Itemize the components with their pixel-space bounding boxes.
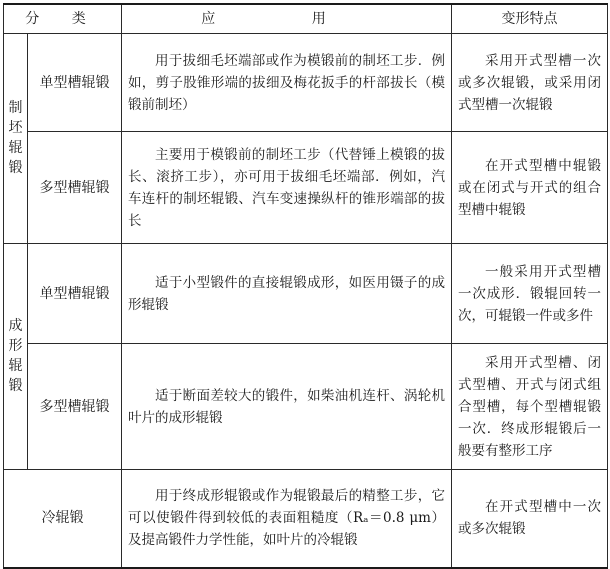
type-cell: 多型槽辊锻	[28, 344, 122, 470]
application-cell: 用于拔细毛坯端部或作为模锻前的制坯工步．例如，剪子股锥形端的拔细及梅花扳手的杆部拔长（模锻前制坯）	[122, 34, 452, 132]
header-category: 分 类	[4, 4, 122, 34]
features-cell: 采用开式型槽、闭式型槽、开式与闭式组合型槽，每个型槽辊锻一次．终成形辊锻后一般要有整形工序	[452, 344, 608, 470]
type-cell: 单型槽辊锻	[28, 34, 122, 132]
features-cell: 在开式型槽中一次或多次辊锻	[452, 470, 608, 568]
type-cell: 多型槽辊锻	[28, 132, 122, 244]
features-cell: 一般采用开式型槽一次成形．锻辊回转一次，可辊锻一件或多件	[452, 244, 608, 344]
application-cell: 适于小型锻件的直接辊锻成形，如医用镊子的成形辊锻	[122, 244, 452, 344]
table-row	[4, 344, 608, 470]
table-row	[4, 34, 608, 132]
table-row	[4, 244, 608, 344]
application-cell: 主要用于模锻前的制坯工步（代替锤上模锻的拔长、滚挤工步），亦可用于拔细毛坯端部．例如，汽车连杆的制坯辊锻、汽车变速操纵杆的锥形端部的拔长	[122, 132, 452, 244]
roll-forging-table	[3, 3, 608, 569]
header-features: 变形特点	[452, 4, 608, 34]
header-row	[4, 4, 608, 34]
application-cell: 用于终成形辊锻或作为辊锻最后的精整工步，它可以使锻件得到较低的表面粗糙度（Rₐ＝0.8 μm）及提高锻件力学性能，如叶片的冷辊锻	[122, 470, 452, 568]
application-cell: 适于断面差较大的锻件，如柴油机连杆、涡轮机叶片的成形辊锻	[122, 344, 452, 470]
features-cell: 在开式型槽中辊锻或在闭式与开式的组合型槽中辊锻	[452, 132, 608, 244]
group-label-forming: 成形辊锻	[4, 244, 28, 470]
features-cell: 采用开式型槽一次或多次辊锻，或采用闭式型槽一次辊锻	[452, 34, 608, 132]
header-application: 应 用	[122, 4, 452, 34]
table-row	[4, 132, 608, 244]
type-cell: 单型槽辊锻	[28, 244, 122, 344]
table-row	[4, 470, 608, 568]
type-cell-cold: 冷辊锻	[4, 470, 122, 568]
group-label-preform: 制坯辊锻	[4, 34, 28, 244]
